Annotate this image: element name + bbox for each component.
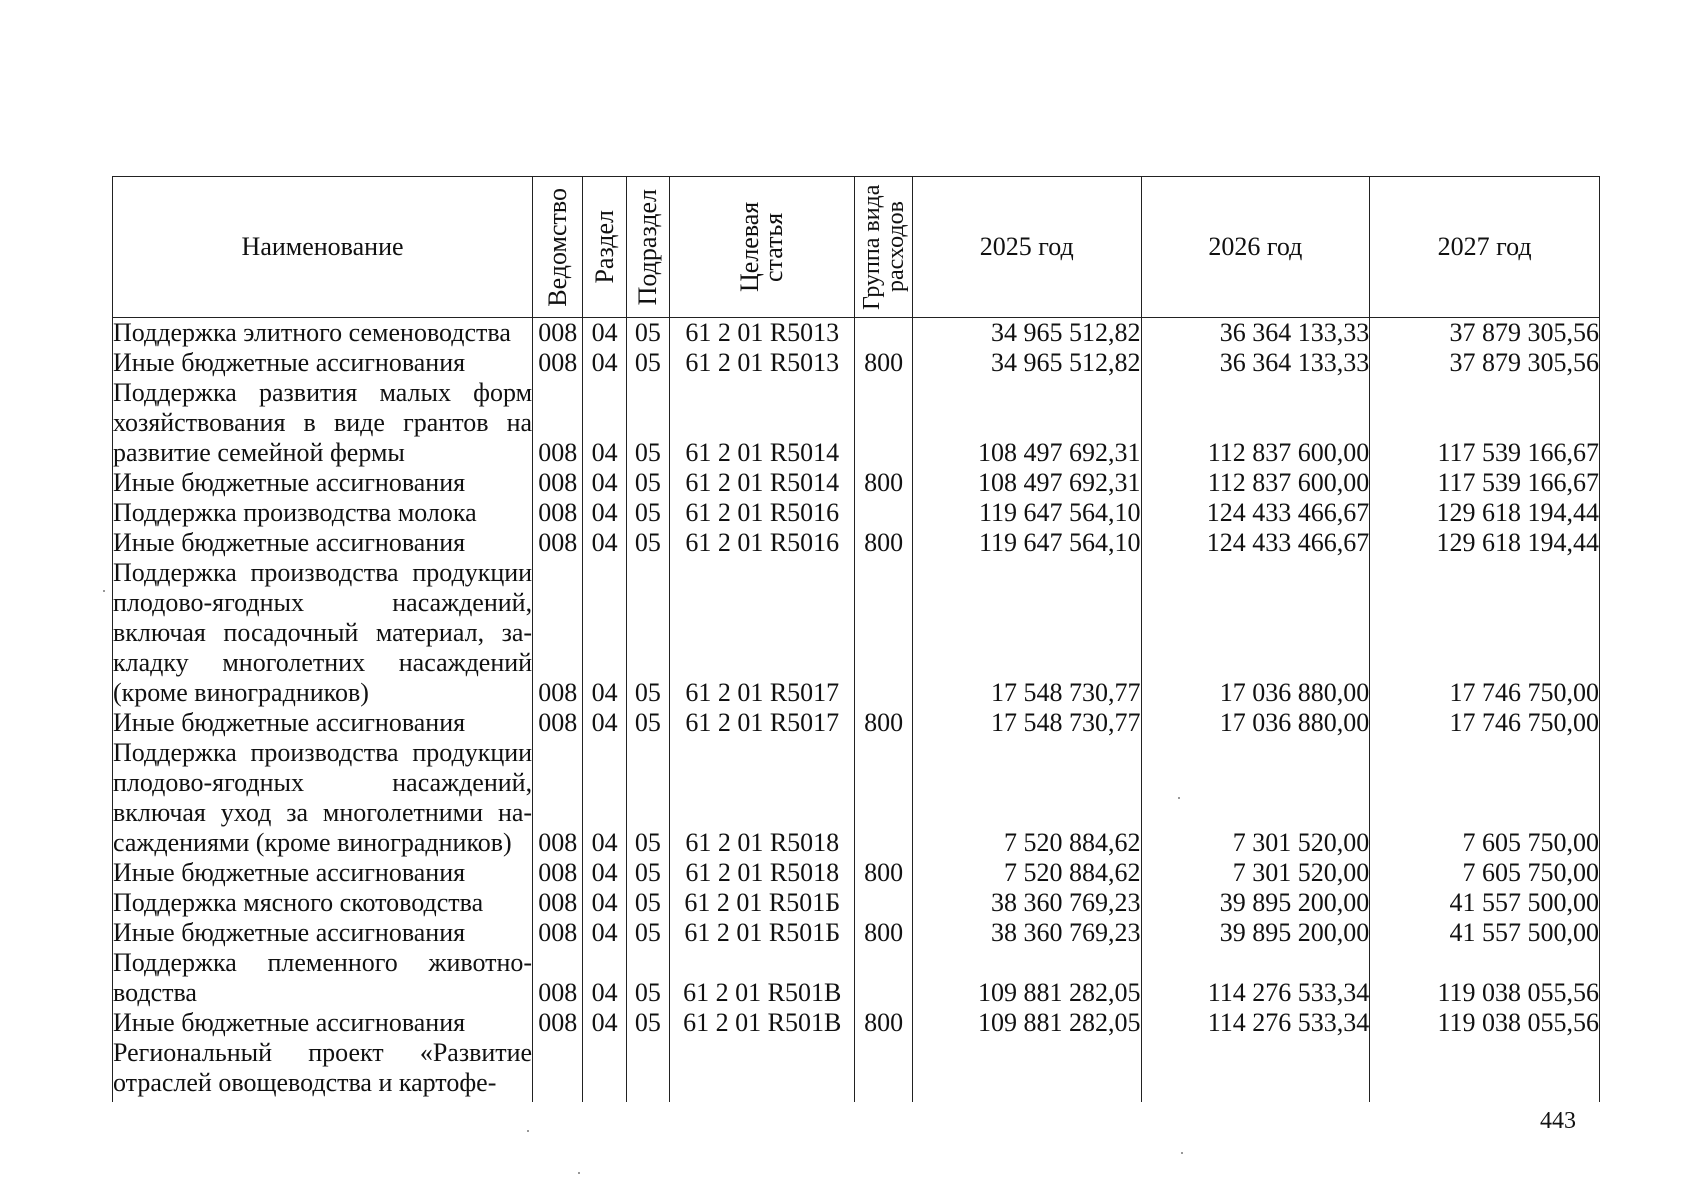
table-row — [113, 318, 1600, 349]
cell-name: Поддержка племенного животноводства — [113, 948, 533, 1007]
cell-2026: 36 364 133,33 — [1141, 348, 1370, 378]
cell-target-article: 61 2 01 R501В — [670, 1008, 855, 1038]
header-2027 — [1370, 177, 1600, 318]
cell-target-article: 61 2 01 R5017 — [670, 558, 855, 708]
cell-department: 008 — [533, 378, 583, 468]
cell-expense-group: 800 — [855, 918, 912, 948]
cell-department: 008 — [533, 888, 583, 918]
cell-section: 04 — [583, 528, 626, 558]
cell-2027: 41 557 500,00 — [1370, 888, 1600, 918]
cell-section: 04 — [583, 888, 626, 918]
cell-2027: 129 618 194,44 — [1370, 498, 1600, 528]
table-row — [113, 468, 1600, 498]
cell-subsection — [626, 1038, 669, 1102]
cell-expense-group — [855, 948, 912, 1008]
table-row — [113, 918, 1600, 948]
cell-department: 008 — [533, 708, 583, 738]
cell-expense-group: 800 — [855, 348, 912, 378]
cell-2026: 39 895 200,00 — [1141, 918, 1370, 948]
header-2027-label: 2027 год — [1437, 232, 1532, 261]
cell-target-article: 61 2 01 R5013 — [670, 318, 855, 349]
cell-expense-group: 800 — [855, 1008, 912, 1038]
table-row — [113, 738, 1600, 858]
scan-speck — [103, 590, 105, 592]
cell-name: Иные бюджетные ассигнования — [113, 1008, 533, 1038]
cell-target-article: 61 2 01 R5017 — [670, 708, 855, 738]
cell-2026 — [1141, 1038, 1370, 1102]
scan-speck — [1181, 1152, 1183, 1154]
cell-section: 04 — [583, 1008, 626, 1038]
cell-expense-group: 800 — [855, 708, 912, 738]
cell-2027: 37 879 305,56 — [1370, 348, 1600, 378]
scan-speck — [1178, 797, 1180, 799]
table-row — [113, 558, 1600, 708]
cell-2025: 108 497 692,31 — [912, 378, 1141, 468]
cell-2025: 34 965 512,82 — [912, 318, 1141, 349]
cell-2025: 119 647 564,10 — [912, 498, 1141, 528]
cell-name: Иные бюджетные ассигнования — [113, 348, 533, 378]
cell-section: 04 — [583, 378, 626, 468]
cell-department: 008 — [533, 348, 583, 378]
table-row — [113, 708, 1600, 738]
header-subsection — [626, 177, 669, 318]
header-2026 — [1141, 177, 1370, 318]
cell-2026: 39 895 200,00 — [1141, 888, 1370, 918]
cell-2027: 117 539 166,67 — [1370, 468, 1600, 498]
cell-section: 04 — [583, 558, 626, 708]
cell-target-article — [670, 1038, 855, 1102]
cell-expense-group — [855, 498, 912, 528]
page-number: 443 — [1540, 1108, 1576, 1134]
cell-department: 008 — [533, 858, 583, 888]
cell-2025: 34 965 512,82 — [912, 348, 1141, 378]
cell-2027: 7 605 750,00 — [1370, 858, 1600, 888]
table-row — [113, 528, 1600, 558]
cell-subsection: 05 — [626, 858, 669, 888]
cell-name: Поддержка производства молока — [113, 498, 533, 528]
table-row — [113, 858, 1600, 888]
cell-2025: 109 881 282,05 — [912, 948, 1141, 1008]
cell-section: 04 — [583, 318, 626, 349]
cell-name: Региональный проект «Развитие отраслей овощеводства и картофе- — [113, 1038, 533, 1102]
cell-target-article: 61 2 01 R5018 — [670, 738, 855, 858]
cell-2027: 41 557 500,00 — [1370, 918, 1600, 948]
budget-table-frame — [112, 176, 1600, 1102]
cell-2025: 7 520 884,62 — [912, 858, 1141, 888]
header-2025-label: 2025 год — [979, 232, 1074, 261]
cell-name: Поддержка элитного семеноводства — [113, 318, 533, 349]
cell-2025: 38 360 769,23 — [912, 918, 1141, 948]
cell-2026: 7 301 520,00 — [1141, 738, 1370, 858]
cell-2026: 17 036 880,00 — [1141, 558, 1370, 708]
table-row — [113, 888, 1600, 918]
table-row — [113, 948, 1600, 1008]
cell-expense-group — [855, 558, 912, 708]
cell-2026: 112 837 600,00 — [1141, 468, 1370, 498]
cell-section: 04 — [583, 498, 626, 528]
cell-2026: 114 276 533,34 — [1141, 948, 1370, 1008]
cell-2027: 7 605 750,00 — [1370, 738, 1600, 858]
cell-2027: 17 746 750,00 — [1370, 558, 1600, 708]
table-row — [113, 378, 1600, 468]
cell-department: 008 — [533, 318, 583, 349]
cell-2025 — [912, 1038, 1141, 1102]
cell-department: 008 — [533, 558, 583, 708]
cell-2027 — [1370, 1038, 1600, 1102]
cell-department: 008 — [533, 528, 583, 558]
cell-department: 008 — [533, 498, 583, 528]
table-header-row — [113, 177, 1600, 318]
cell-department: 008 — [533, 948, 583, 1008]
cell-department: 008 — [533, 918, 583, 948]
cell-2025: 38 360 769,23 — [912, 888, 1141, 918]
cell-name: Поддержка развития малых форм хозяйствования в виде грантов на развитие семейной фермы — [113, 378, 533, 467]
cell-2027: 117 539 166,67 — [1370, 378, 1600, 468]
cell-subsection: 05 — [626, 468, 669, 498]
header-name-label: Наименование — [241, 232, 404, 261]
cell-subsection: 05 — [626, 708, 669, 738]
cell-subsection: 05 — [626, 528, 669, 558]
cell-2026: 114 276 533,34 — [1141, 1008, 1370, 1038]
cell-name: Иные бюджетные ассигнования — [113, 468, 533, 498]
cell-subsection: 05 — [626, 378, 669, 468]
cell-2026: 7 301 520,00 — [1141, 858, 1370, 888]
cell-expense-group — [855, 738, 912, 858]
cell-name: Поддержка производства продукции плодово-ягодных насаждений, включая посадочный материал, закладку многолетних насаждений (кроме виноградников) — [113, 558, 533, 707]
table-row — [113, 498, 1600, 528]
cell-department — [533, 1038, 583, 1102]
table-row — [113, 348, 1600, 378]
cell-name: Поддержка мясного скотоводства — [113, 888, 533, 918]
header-target-article-label: Целевая статья — [735, 201, 789, 293]
header-2025 — [912, 177, 1141, 318]
cell-expense-group — [855, 318, 912, 349]
cell-target-article: 61 2 01 R501В — [670, 948, 855, 1008]
cell-target-article: 61 2 01 R5014 — [670, 468, 855, 498]
cell-2025: 108 497 692,31 — [912, 468, 1141, 498]
cell-2026: 124 433 466,67 — [1141, 528, 1370, 558]
cell-expense-group — [855, 888, 912, 918]
scan-speck — [578, 1172, 580, 1174]
header-department — [533, 177, 583, 318]
cell-2025: 7 520 884,62 — [912, 738, 1141, 858]
cell-subsection: 05 — [626, 318, 669, 349]
budget-table — [112, 176, 1600, 1102]
cell-section: 04 — [583, 918, 626, 948]
cell-department: 008 — [533, 468, 583, 498]
cell-2027: 119 038 055,56 — [1370, 948, 1600, 1008]
cell-expense-group: 800 — [855, 468, 912, 498]
header-name — [113, 177, 533, 318]
header-expense-group — [855, 177, 912, 318]
cell-section: 04 — [583, 738, 626, 858]
cell-expense-group: 800 — [855, 858, 912, 888]
header-subsection-label: Подраздел — [632, 188, 662, 306]
header-section — [583, 177, 626, 318]
header-section-label: Раздел — [589, 210, 619, 284]
cell-section: 04 — [583, 948, 626, 1008]
header-2026-label: 2026 год — [1208, 232, 1303, 261]
cell-target-article: 61 2 01 R5016 — [670, 498, 855, 528]
cell-2026: 112 837 600,00 — [1141, 378, 1370, 468]
cell-target-article: 61 2 01 R5014 — [670, 378, 855, 468]
table-row-continued — [113, 1038, 1600, 1102]
table-row — [113, 1008, 1600, 1038]
cell-subsection: 05 — [626, 948, 669, 1008]
cell-section: 04 — [583, 468, 626, 498]
header-target-article — [670, 177, 855, 318]
cell-target-article: 61 2 01 R501Б — [670, 888, 855, 918]
cell-2027: 17 746 750,00 — [1370, 708, 1600, 738]
cell-2026: 36 364 133,33 — [1141, 318, 1370, 349]
cell-section: 04 — [583, 708, 626, 738]
cell-expense-group — [855, 378, 912, 468]
cell-section — [583, 1038, 626, 1102]
cell-target-article: 61 2 01 R5018 — [670, 858, 855, 888]
cell-2027: 37 879 305,56 — [1370, 318, 1600, 349]
cell-subsection: 05 — [626, 558, 669, 708]
cell-2027: 119 038 055,56 — [1370, 1008, 1600, 1038]
cell-2025: 17 548 730,77 — [912, 708, 1141, 738]
header-expense-group-label: Группа вида расходов — [858, 184, 909, 310]
cell-target-article: 61 2 01 R501Б — [670, 918, 855, 948]
cell-name: Иные бюджетные ассигнования — [113, 708, 533, 738]
cell-subsection: 05 — [626, 498, 669, 528]
cell-department: 008 — [533, 1008, 583, 1038]
cell-department: 008 — [533, 738, 583, 858]
cell-subsection: 05 — [626, 888, 669, 918]
cell-section: 04 — [583, 348, 626, 378]
cell-2026: 17 036 880,00 — [1141, 708, 1370, 738]
cell-subsection: 05 — [626, 1008, 669, 1038]
cell-target-article: 61 2 01 R5013 — [670, 348, 855, 378]
cell-subsection: 05 — [626, 918, 669, 948]
cell-2025: 17 548 730,77 — [912, 558, 1141, 708]
cell-name: Иные бюджетные ассигнования — [113, 918, 533, 948]
cell-name: Поддержка производства продукции плодово-ягодных насаждений, включая уход за многолетними насаждениями (кроме виноградников) — [113, 738, 533, 857]
cell-name: Иные бюджетные ассигнования — [113, 528, 533, 558]
scan-speck — [527, 1130, 529, 1132]
cell-2027: 129 618 194,44 — [1370, 528, 1600, 558]
cell-2025: 119 647 564,10 — [912, 528, 1141, 558]
table-body — [113, 318, 1600, 1103]
header-department-label: Ведомство — [542, 187, 572, 307]
cell-subsection: 05 — [626, 348, 669, 378]
cell-subsection: 05 — [626, 738, 669, 858]
cell-section: 04 — [583, 858, 626, 888]
cell-expense-group — [855, 1038, 912, 1102]
cell-2025: 109 881 282,05 — [912, 1008, 1141, 1038]
cell-expense-group: 800 — [855, 528, 912, 558]
cell-name: Иные бюджетные ассигнования — [113, 858, 533, 888]
cell-2026: 124 433 466,67 — [1141, 498, 1370, 528]
cell-target-article: 61 2 01 R5016 — [670, 528, 855, 558]
